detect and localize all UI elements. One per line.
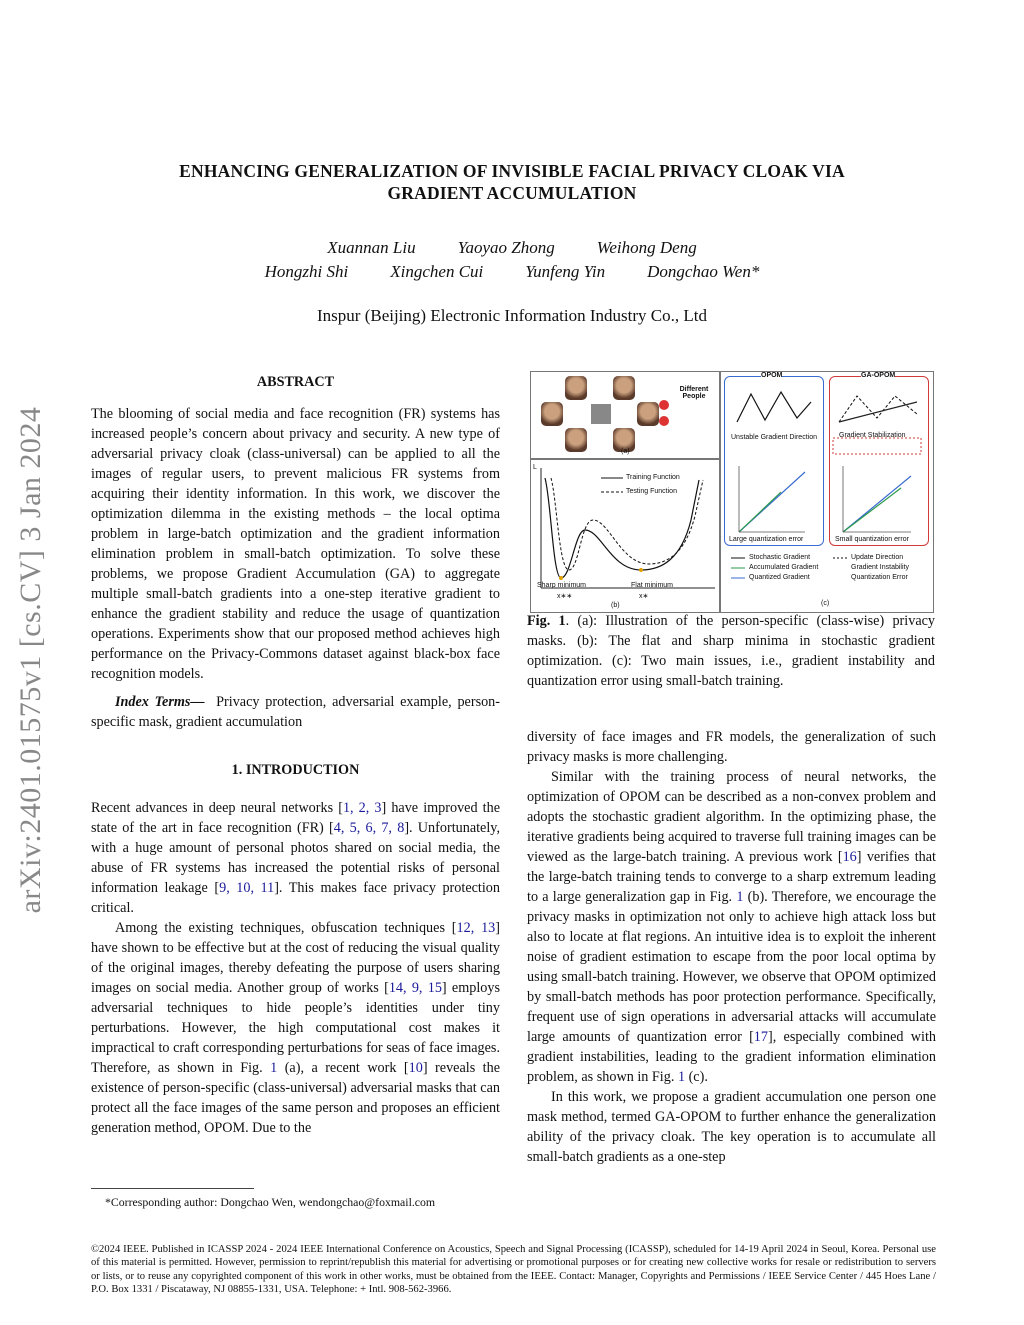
stabilization-label: Gradient Stabilization: [839, 432, 906, 439]
author: Xuannan Liu: [327, 238, 416, 257]
abstract-text: The blooming of social media and face recognition (FR) systems has increased people’s concern about privacy and security. A new type of adversarial privacy cloak (class-universal) can be applied to all the images of regular users, to prevent malicious FR systems from acquiring their identity information. In this work, we discover the optimization dilemma in the existing methods – the local optima problem in large-batch optimization and the gradient information elimination problem in small-batch optimization. To solve these problems, we propose Gradient Accumulation (GA) to aggregate multiple small-batch gradients into a one-step iterative gradient to enhance the gradient stability and reduce the usage of quantization operations. Experiments show that our proposed method achieves high performance on the Privacy-Commons dataset against black-box face recognition models.: [91, 406, 500, 682]
author: Yunfeng Yin: [525, 262, 606, 281]
face-image: [565, 428, 587, 452]
large-quantization-label: Large quantization error: [729, 536, 804, 543]
author: Dongchao Wen*: [647, 262, 760, 281]
citation-link[interactable]: 10: [408, 1060, 423, 1076]
citation-link[interactable]: 17: [753, 1029, 768, 1045]
index-terms-text: Privacy protection, adversarial example, person-specific mask, gradient accumulation: [91, 694, 500, 730]
figure-link[interactable]: 1: [270, 1060, 278, 1076]
legend-training: Training Function: [626, 474, 680, 481]
author: Hongzhi Shi: [264, 262, 349, 281]
index-terms-label: Index Terms—: [115, 694, 205, 710]
face-image: [565, 376, 587, 400]
footnote: *Corresponding author: Dongchao Wen, wendongchao@foxmail.com: [105, 1195, 436, 1209]
legend-update: Update Direction: [851, 554, 904, 561]
panel-a-text: Different People: [679, 386, 709, 400]
citation-link[interactable]: 9, 10, 11: [219, 880, 275, 896]
privacy-mask: [591, 404, 611, 424]
citation-link[interactable]: 1, 2, 3: [342, 800, 382, 816]
legend-quantization-error: Quantization Error: [851, 574, 908, 581]
author: Weihong Deng: [596, 238, 697, 257]
intro-paragraph-2: Among the existing techniques, obfuscation techniques [12, 13] have shown to be effective but at the cost of reducing the visual quality of the original images, thereby defeating the purpose of users sharing images on social media. Another group of works [14, 9, 15] employs adversarial techniques to hide people’s identities under tiny perturbations. However, the high computational cost makes it impractical to craft corresponding perturbations for seas of face images. Therefore, as shown in Fig. 1 (a), a recent work [10] reveals the existence of person-specific (class-universal) adversarial masks that can protect all the face images of the same person and proposes an efficient generation method, OPOM. Due to the: [91, 920, 501, 1136]
figure-panel-c: [720, 371, 934, 613]
figure-link[interactable]: 1: [736, 889, 744, 905]
title-line-1: ENHANCING GENERALIZATION OF INVISIBLE FACIAL PRIVACY CLOAK VIA: [179, 161, 845, 181]
caption-label: Fig. 1: [527, 613, 566, 629]
author-row-1: [100, 236, 924, 260]
face-image: [613, 376, 635, 400]
axis-label: L: [533, 464, 537, 471]
paper-title: [100, 160, 924, 204]
face-image: [541, 402, 563, 426]
opom-title: OPOM: [761, 372, 783, 379]
flat-minimum-label: Flat minimum: [631, 582, 674, 589]
legend-stochastic: Stochastic Gradient: [749, 554, 811, 561]
abstract-heading: ABSTRACT: [256, 374, 335, 390]
author-list: [100, 236, 924, 284]
panel-c-label: (c): [821, 600, 830, 607]
red-marker-icon: [659, 400, 669, 410]
title-line-2: GRADIENT ACCUMULATION: [387, 183, 637, 203]
author-row-2: [100, 260, 924, 284]
figure-caption: [527, 611, 935, 691]
body-paragraph: Similar with the training process of neural networks, the optimization of OPOM can be described as a non-convex problem and adopts the stochastic gradient algorithm. In the optimizing phase, the iterative gradients being acquired to traverse full training images can be viewed as the large-batch training. A previous work [16] verifies that the large-batch training tends to converge to a sharp extremum leading to a large generalization gap in Fig. 1 (b). Therefore, we encourage the privacy masks in optimization not only to achieve high attack loss but also to locate at flat regions. An intuitive idea is to exploit the inherent noise of gradient estimation to escape from the poor local optima by using small-batch training. However, we observe that OPOM optimized by small-batch methods has poor protection performance. Specifically, frequent use of sign operations in adversarial attacks will accumulate large amounts of quantization error [17], especially combined with gradient instabilities, leading to the gradient information elimination problem, as shown in Fig. 1 (c).: [527, 769, 936, 1085]
left-column: [91, 372, 500, 1138]
copyright-notice: ©2024 IEEE. Published in ICASSP 2024 - 2024 IEEE International Conference on Acoustics, Speech and Signal Processing (ICASSP), scheduled for 14-19 April 2024 in Seoul, Korea. Personal use of this material is permitted. However, permission to reprint/republish this material for advertising or promotional purposes or for creating new collective works for resale or redistribution to servers or lists, or to reuse any copyrighted component of this work in other works, must be obtained from the IEEE. Contact: Manager, Copyrights and Permissions / IEEE Service Center / 445 Hoes Lane / P.O. Box 1331 / Piscataway, NJ 08855-1331, USA. Telephone: + Intl. 908-562-3966.: [91, 1244, 936, 1296]
red-marker-icon: [659, 416, 669, 426]
author: Xingchen Cui: [390, 262, 484, 281]
author: Yaoyao Zhong: [457, 238, 555, 257]
legend-quantized: Quantized Gradient: [749, 574, 810, 581]
arxiv-id: arXiv:2401.01575v1 [cs.CV] 3 Jan 2024: [14, 406, 47, 914]
x-sharp-label: x∗∗: [557, 593, 573, 600]
caption-text: . (a): Illustration of the person-specific (class-wise) privacy masks. (b): The flat and sharp minima in stochastic gradient optimization. (c): Two main issues, i.e., gradient instability and quantization error using small-batch training.: [527, 613, 936, 689]
small-quantization-label: Small quantization error: [835, 536, 909, 543]
intro-heading: 1. INTRODUCTION: [231, 762, 360, 778]
ga-opom-title: GA-OPOM: [861, 372, 896, 379]
right-column: [527, 727, 936, 1167]
x-flat-label: x∗: [639, 593, 649, 600]
index-terms: [91, 692, 500, 732]
unstable-label: Unstable Gradient Direction: [731, 434, 817, 441]
citation-link[interactable]: 14, 9, 15: [388, 980, 442, 996]
affiliation: Inspur (Beijing) Electronic Information Industry Co., Ltd: [317, 306, 707, 325]
legend-instability: Gradient Instability: [851, 564, 909, 571]
figure-link[interactable]: 1: [677, 1069, 686, 1085]
panel-b-label: (b): [611, 602, 620, 609]
figure-1: [530, 371, 932, 613]
intro-paragraph-1: Recent advances in deep neural networks [1, 2, 3] have improved the state of the art in face recognition (FR) [4, 5, 6, 7, 8]. Unfortunately, with a huge amount of personal photos shared on social media, the abuse of FR systems has increased the potential risks of personal information leakage [9, 10, 11]. This makes face privacy protection critical.: [91, 800, 501, 916]
body-paragraph: In this work, we propose a gradient accumulation one person one mask method, termed GA-OPOM to further enhance the generalization ability of the privacy cloak. The key operation is to accumulate all small-batch gradients as a one-step: [527, 1089, 936, 1165]
legend-testing: Testing Function: [626, 488, 677, 495]
citation-link[interactable]: 4, 5, 6, 7, 8: [333, 820, 405, 836]
face-image: [637, 402, 659, 426]
arxiv-watermark: [8, 360, 54, 960]
citation-link[interactable]: 12, 13: [456, 920, 496, 936]
figure-panel-b: [530, 459, 720, 613]
citation-link[interactable]: 16: [842, 849, 857, 865]
legend-accumulated: Accumulated Gradient: [749, 564, 819, 571]
footnote-divider: [91, 1188, 254, 1189]
figure-panel-a: [530, 371, 720, 459]
sharp-minimum-label: Sharp minimum: [537, 582, 587, 589]
panel-a-label: (a): [621, 448, 630, 455]
loss-curve-plot: [531, 460, 719, 612]
body-paragraph: diversity of face images and FR models, the generalization of such privacy masks is more challenging.: [527, 729, 936, 765]
